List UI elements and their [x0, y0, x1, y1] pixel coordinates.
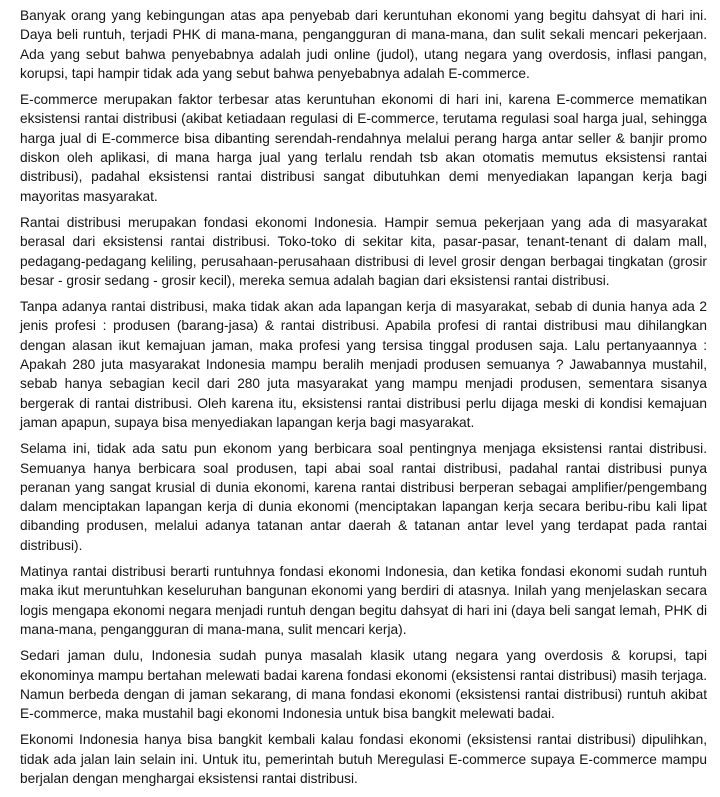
paragraph-3: Rantai distribusi merupakan fondasi ekonomi Indonesia. Hampir semua pekerjaan yang ada di masyarakat berasal dari eksistensi rantai distribusi. Toko-toko di sekitar kita, pasar-pasar, tenant-tenant di dalam mall, pedagang-pedagang keliling, perusahaan-perusahaan distribusi di level grosir dengan berbagai tingkatan (grosir besar - grosir sedang - grosir kecil), mereka semua adalah bagian dari eksistensi rantai distribusi.: [20, 214, 707, 288]
paragraph-7: Sedari jaman dulu, Indonesia sudah punya masalah klasik utang negara yang overdosis & korupsi, tapi ekonominya mampu bertahan melewati badai karena fondasi ekonomi (eksistensi rantai distribusi) masih terjaga. Namun berbeda dengan di jaman sekarang, di mana fondasi ekonomi (eksistensi rantai distribusi) runtuh akibat E-commerce, maka mustahil bagi ekonomi Indonesia untuk bisa bangkit melewati badai.: [20, 648, 707, 722]
paragraph-4: Tanpa adanya rantai distribusi, maka tidak akan ada lapangan kerja di masyarakat, sebab di dunia hanya ada 2 jenis profesi : produsen (barang-jasa) & rantai distribusi. Apabila profesi di rantai distribusi mau dihilangkan dengan alasan ikut kemajuan jaman, maka profesi yang tersisa tinggal produsen saja. Lalu pertanyaannya : Apakah 280 juta masyarakat Indonesia mampu beralih menjadi produsen semuanya ? Jawabannya mustahil, sebab hanya sebagian kecil dari 280 juta masyarakat yang mampu menjadi produsen, sementara sisanya bergerak di rantai distribusi. Oleh karena itu, eksistensi rantai distribusi perlu dijaga meski di kondisi kemajuan jaman apapun, supaya bisa menyediakan lapangan kerja bagi masyarakat.: [20, 299, 707, 430]
paragraph-8: Ekonomi Indonesia hanya bisa bangkit kembali kalau fondasi ekonomi (eksistensi rantai distribusi) dipulihkan, tidak ada jalan lain selain ini. Untuk itu, pemerintah butuh Meregulasi E-commerce supaya E-commerce mampu berjalan dengan menghargai eksistensi rantai distribusi.: [20, 732, 707, 786]
paragraph-5: Selama ini, tidak ada satu pun ekonom yang berbicara soal pentingnya menjaga eksistensi rantai distribusi. Semuanya hanya berbicara soal produsen, tapi abai soal rantai distribusi, padahal rantai distribusi punya peranan yang sangat krusial di dunia ekonomi, karena rantai distribusi berperan sebagai amplifier/pengembang dalam menciptakan lapangan kerja di dunia ekonomi (menciptakan lapangan kerja secara beribu-ribu kali lipat dibanding produsen, melalui adanya tatanan antar daerah & tatanan antar level yang terdapat pada rantai distribusi).: [20, 441, 707, 553]
paragraph-6: Matinya rantai distribusi berarti runtuhnya fondasi ekonomi Indonesia, dan ketika fondasi ekonomi sudah runtuh maka ikut meruntuhkan keseluruhan bangunan ekonomi yang berdiri di atasnya. Inilah yang menjelaskan secara logis mengapa ekonomi negara menjadi runtuh dengan begitu dahsyat di hari ini (daya beli sangat lemah, PHK di mana-mana, pengangguran di mana-mana, sulit mencari kerja).: [20, 564, 707, 637]
paragraph-1: Banyak orang yang kebingungan atas apa penyebab dari keruntuhan ekonomi yang begitu dahsyat di hari ini. Daya beli runtuh, terjadi PHK di mana-mana, pengangguran di mana-mana, dan sulit sekali mencari pekerjaan. Ada yang sebut bahwa penyebabnya adalah judi online (judol), utang negara yang overdosis, inflasi pangan, korupsi, tapi hampir tidak ada yang sebut bahwa penyebabnya adalah E-commerce.: [20, 8, 707, 81]
paragraph-2: E-commerce merupakan faktor terbesar atas keruntuhan ekonomi di hari ini, karena E-commerce mematikan eksistensi rantai distribusi (akibat ketiadaan regulasi di E-commerce, terutama regulasi soal harga jual, sehingga harga jual di E-commerce bisa dibanting serendah-rendahnya melalui perang harga antar seller & banjir promo diskon oleh aplikasi, di mana harga jual yang terlalu rendah tsb akan otomatis memutus eksistensi rantai distribusi), padahal eksistensi rantai distribusi sangat dibutuhkan demi menyediakan lapangan kerja bagi mayoritas masyarakat.: [20, 92, 707, 204]
